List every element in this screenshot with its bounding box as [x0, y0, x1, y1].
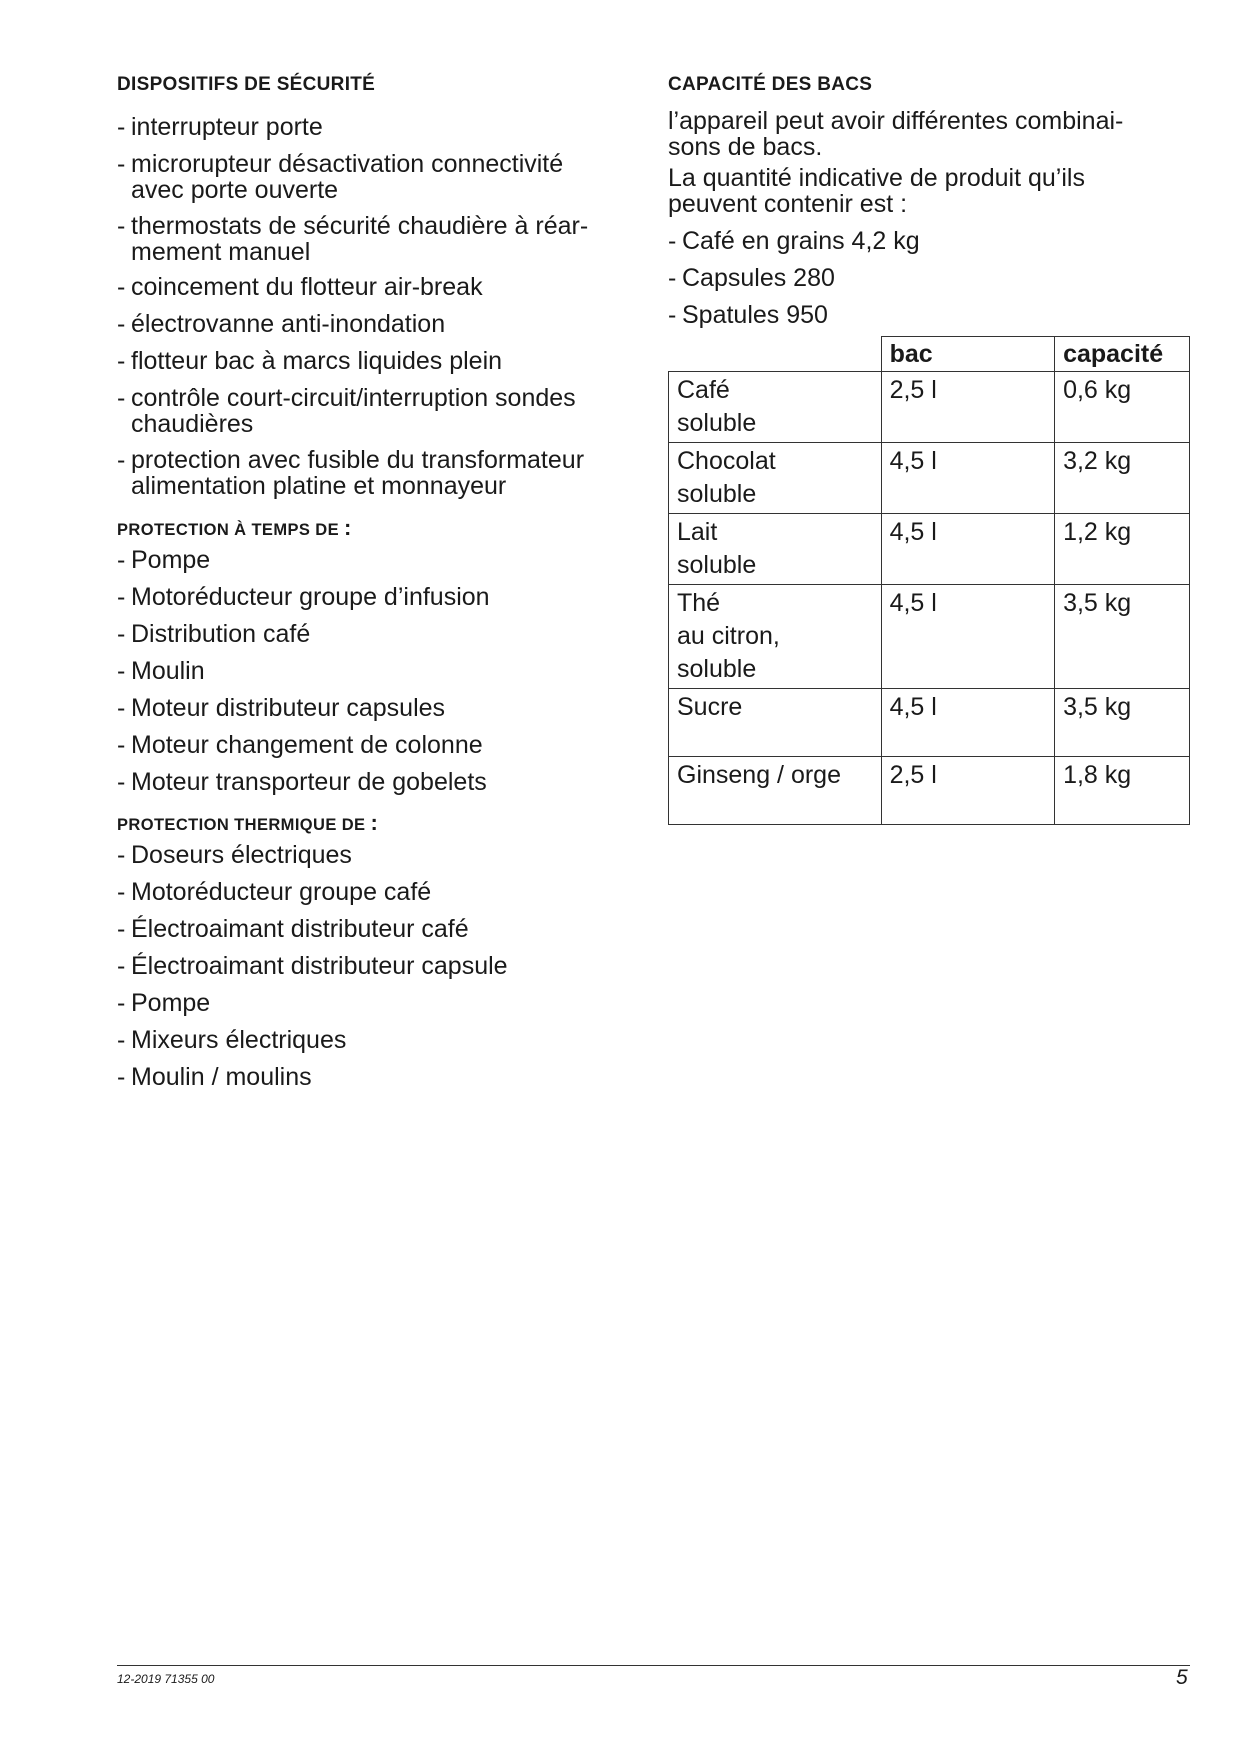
capacite-cell: 3,2 kg — [1055, 443, 1190, 514]
header-cell-capacite: capacité — [1055, 337, 1190, 372]
product-cell: Ginseng / orge — [669, 757, 882, 825]
intro-line: peuvent contenir est : — [668, 190, 908, 218]
safety-devices-title: DISPOSITIFS DE SÉCURITÉ — [117, 74, 376, 95]
list-item: - Moteur transporteur de gobelets — [117, 769, 487, 795]
list-item: - Électroaimant distributeur capsule — [117, 953, 508, 979]
capacite-cell: 3,5 kg — [1055, 585, 1190, 689]
bac-cell: 4,5 l — [881, 689, 1055, 757]
thermal-protection-title: PROTECTION THERMIQUE DE : — [117, 810, 379, 835]
bac-cell: 4,5 l — [881, 443, 1055, 514]
footer-divider — [117, 1665, 1190, 1666]
list-item: - microrupteur désactivation connectivité avec porte ouverte — [117, 151, 563, 203]
capacite-cell: 0,6 kg — [1055, 372, 1190, 443]
bac-cell: 2,5 l — [881, 757, 1055, 825]
list-item: - thermostats de sécurité chaudière à réar- mement manuel — [117, 213, 588, 265]
bac-cell: 2,5 l — [881, 372, 1055, 443]
list-item: - Motoréducteur groupe café — [117, 879, 431, 905]
intro-line: l’appareil peut avoir différentes combinai- — [668, 107, 1124, 135]
list-item: - Pompe — [117, 990, 210, 1016]
header-cell-bac: bac — [881, 337, 1055, 372]
product-cell: Thé au citron, soluble — [669, 585, 882, 689]
list-item: - Distribution café — [117, 621, 310, 647]
bin-capacity-title: CAPACITÉ DES BACS — [668, 74, 873, 95]
capacite-cell: 1,8 kg — [1055, 757, 1190, 825]
list-item: - Motoréducteur groupe d’infusion — [117, 584, 490, 610]
list-item: - Moteur changement de colonne — [117, 732, 483, 758]
product-cell: Chocolat soluble — [669, 443, 882, 514]
product-cell: Sucre — [669, 689, 882, 757]
list-item: - Pompe — [117, 547, 210, 573]
list-item: - contrôle court-circuit/interruption sondes chaudières — [117, 385, 576, 437]
list-item: - coincement du flotteur air-break — [117, 274, 483, 300]
list-item: - Café en grains 4,2 kg — [668, 228, 920, 254]
table-row — [669, 689, 1190, 757]
product-cell: Lait soluble — [669, 514, 882, 585]
list-item: - Moulin / moulins — [117, 1064, 312, 1090]
list-item: - flotteur bac à marcs liquides plein — [117, 348, 502, 374]
time-protection-title: PROTECTION À TEMPS DE : — [117, 515, 352, 540]
list-item: - protection avec fusible du transformateur alimentation platine et monnayeur — [117, 447, 584, 499]
bac-cell: 4,5 l — [881, 514, 1055, 585]
list-item: - Capsules 280 — [668, 265, 835, 291]
intro-line: sons de bacs. — [668, 133, 823, 161]
list-item: - Spatules 950 — [668, 302, 828, 328]
product-cell: Café soluble — [669, 372, 882, 443]
table-header-row — [669, 337, 1190, 372]
table-row — [669, 443, 1190, 514]
capacite-cell: 3,5 kg — [1055, 689, 1190, 757]
table-row — [669, 585, 1190, 689]
list-item: - interrupteur porte — [117, 114, 323, 140]
list-item: - Électroaimant distributeur café — [117, 916, 469, 942]
list-item: - électrovanne anti-inondation — [117, 311, 445, 337]
header-cell-empty — [669, 337, 882, 372]
document-code: 12-2019 71355 00 — [117, 1672, 215, 1686]
table-row — [669, 757, 1190, 825]
capacite-cell: 1,2 kg — [1055, 514, 1190, 585]
list-item: - Doseurs électriques — [117, 842, 352, 868]
table-row — [669, 514, 1190, 585]
list-item: - Moulin — [117, 658, 205, 684]
intro-line: La quantité indicative de produit qu’ils — [668, 164, 1085, 192]
bac-cell: 4,5 l — [881, 585, 1055, 689]
list-item: - Mixeurs électriques — [117, 1027, 346, 1053]
list-item: - Moteur distributeur capsules — [117, 695, 445, 721]
capacity-table — [668, 336, 1190, 825]
page-number: 5 — [1176, 1666, 1188, 1689]
table-row — [669, 372, 1190, 443]
